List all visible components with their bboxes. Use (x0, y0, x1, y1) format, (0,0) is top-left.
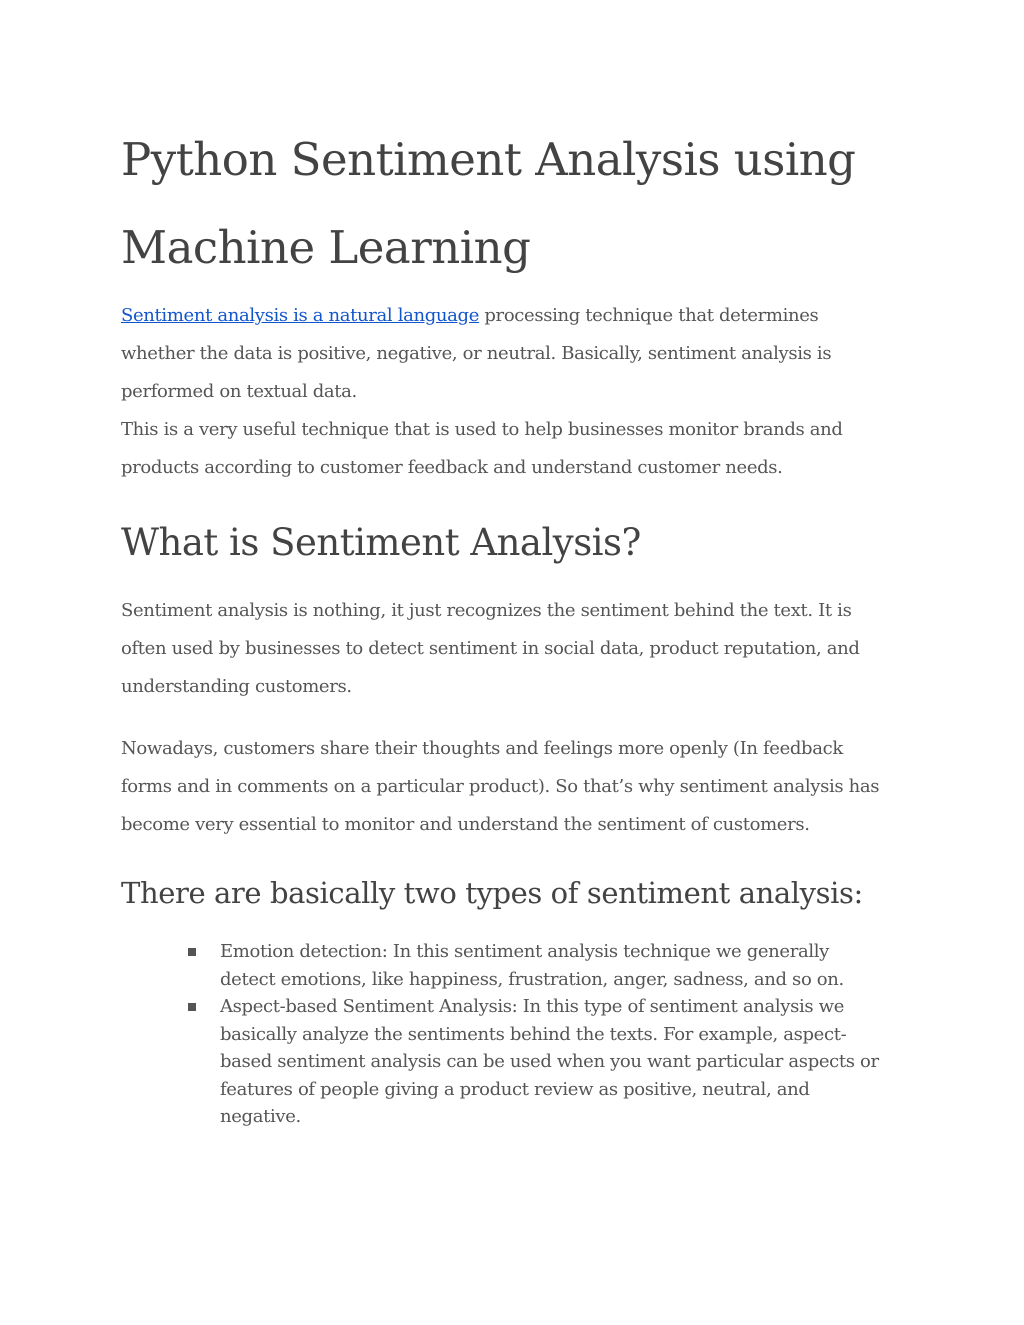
intro-text: processing technique that determines whether the data is positive, negative, or neutral. Basically, sentiment analysis is performed on textual data. (121, 305, 832, 402)
intro-paragraph (121, 297, 896, 411)
square-bullet-icon (188, 948, 196, 956)
types-heading: There are basically two types of sentiment analysis: (121, 876, 863, 910)
types-list (187, 938, 887, 1131)
document-title: Python Sentiment Analysis using Machine Learning (121, 133, 856, 274)
list-item (187, 993, 887, 1131)
section-paragraph-1: Sentiment analysis is nothing, it just recognizes the sentiment behind the text. It is often used by businesses to detect sentiment in social data, product reputation, and understanding customers. (121, 600, 860, 697)
list-item-text: Emotion detection: In this sentiment analysis technique we generally detect emotions, like happiness, frustration, anger, sadness, and so on. (220, 941, 844, 990)
square-bullet-icon (188, 1003, 196, 1011)
sentiment-analysis-link[interactable]: Sentiment analysis is a natural language (121, 305, 480, 326)
list-item-text: Aspect-based Sentiment Analysis: In this type of sentiment analysis we basically analyze the sentiments behind the texts. For example, aspect-based sentiment analysis can be used when you want particular aspects or features of people giving a product review as positive, neutral, and negative. (220, 996, 879, 1127)
section-heading: What is Sentiment Analysis? (121, 521, 641, 564)
section-paragraph-2: Nowadays, customers share their thoughts and feelings more openly (In feedback forms and in comments on a particular product). So that’s why sentiment analysis has become very essential to monitor and understand the sentiment of customers. (121, 738, 880, 835)
intro-paragraph-2: This is a very useful technique that is used to help businesses monitor brands and products according to customer feedback and understand customer needs. (121, 419, 843, 478)
list-item (187, 938, 887, 993)
